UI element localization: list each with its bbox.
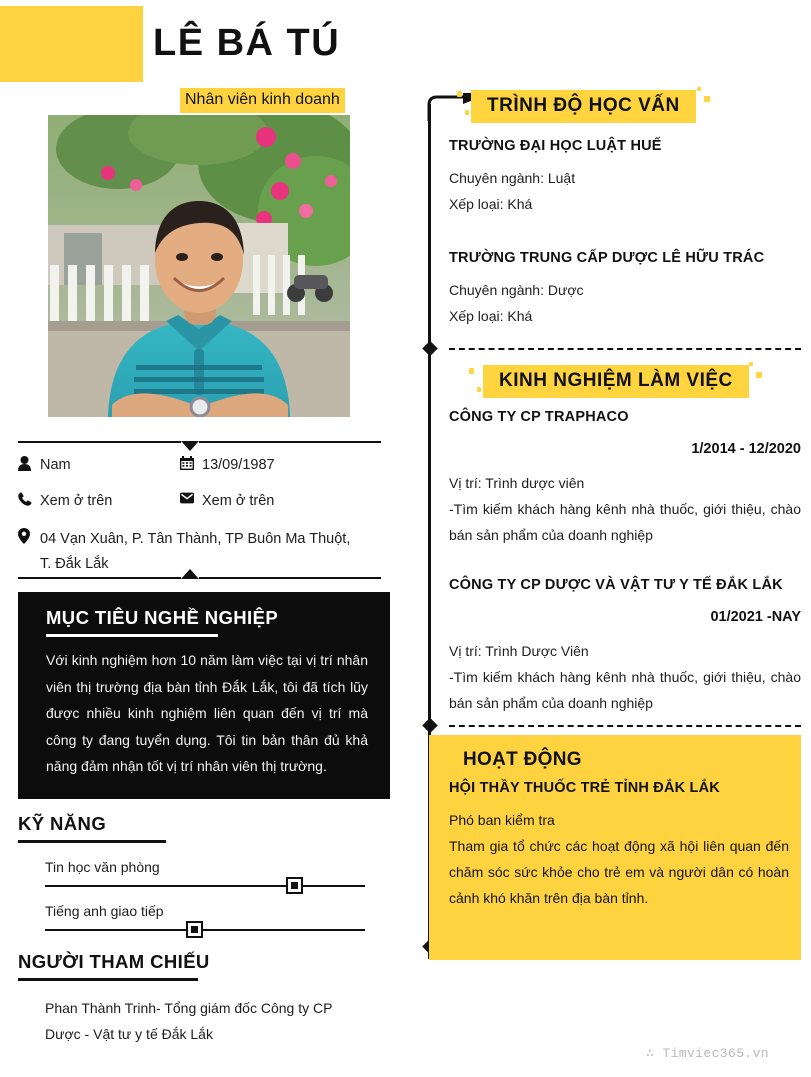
envelope-icon: [180, 491, 202, 504]
timeline-divider-dashed: [449, 725, 801, 727]
experience-title-badge: [483, 365, 749, 398]
career-objective-section: [18, 592, 390, 799]
timeline-node: [422, 718, 438, 734]
contact-email[interactable]: [180, 491, 274, 511]
highlight-speck: [465, 110, 469, 115]
contact-address-value: 04 Vạn Xuân, P. Tân Thành, TP Buôn Ma Thuột, T. Đắk Lắk: [40, 531, 351, 572]
contact-gender-value: Nam: [40, 457, 71, 473]
portrait-illustration: [48, 115, 350, 417]
divider-triangle-down-icon: [181, 441, 199, 451]
education-title: TRÌNH ĐỘ HỌC VẤN: [487, 95, 680, 116]
experience-position: Vị trí: Trình dược viên: [449, 475, 585, 491]
experience-title: KINH NGHIỆM LÀM VIỆC: [499, 370, 733, 391]
education-major: Chuyên ngành: Dược: [449, 282, 584, 298]
references-underline: [18, 978, 198, 981]
experience-section: [449, 365, 801, 716]
contact-row-1: [18, 455, 398, 475]
education-grade: Xếp loại: Khá: [449, 196, 533, 212]
contact-row-3: [18, 527, 398, 577]
highlight-speck: [477, 387, 481, 392]
education-section: [449, 90, 801, 329]
references-section: [18, 950, 398, 1047]
experience-position: Vị trí: Trình Dược Viên: [449, 643, 589, 659]
education-major: Chuyên ngành: Luật: [449, 170, 576, 186]
skill-slider[interactable]: [45, 929, 365, 931]
experience-company: CÔNG TY CP DƯỢC VÀ VẬT TƯ Y TẾ ĐẮK LẮK: [449, 577, 783, 593]
job-role-badge: Nhân viên kinh doanh: [180, 88, 345, 113]
right-column-timeline: [415, 0, 811, 1077]
skill-label: Tiếng anh giao tiếp: [45, 903, 164, 919]
highlight-speck: [756, 372, 762, 378]
timeline-node: [422, 341, 438, 357]
calendar-icon: [180, 455, 202, 470]
highlight-speck: [469, 368, 474, 374]
person-icon: [18, 455, 40, 471]
location-pin-icon: [18, 527, 40, 544]
timeline-divider-dashed: [449, 348, 801, 350]
experience-date: 1/2014 - 12/2020: [691, 441, 801, 457]
footer-watermark: ∴ Timviec365.vn: [645, 1046, 769, 1061]
education-school: TRƯỜNG ĐẠI HỌC LUẬT HUẾ: [449, 138, 662, 154]
experience-duty: -Tìm kiếm khách hàng kênh nhà thuốc, giới thiệu, chào bán sản phẩm của doanh nghiệp: [449, 501, 801, 543]
references-body: Phan Thành Trinh- Tổng giám đốc Công ty CP Dược - Vật tư y tế Đắk Lắk: [45, 1000, 333, 1042]
contact-info: [18, 455, 398, 593]
skills-section: [18, 812, 390, 931]
skill-label: Tin học văn phòng: [45, 859, 160, 875]
skill-slider[interactable]: [45, 885, 365, 887]
contact-dob: [180, 455, 275, 475]
highlight-speck: [749, 362, 753, 366]
contact-dob-value: 13/09/1987: [202, 457, 275, 473]
contact-divider-top-left: [18, 441, 181, 443]
highlight-speck: [697, 87, 701, 91]
career-objective-body: Với kinh nghiệm hơn 10 năm làm việc tại vị trí nhân viên thị trường địa bàn tỉnh Đắk Lắk, tôi đã tích lũy được nhiều kinh nghiệm liên quan đến vị trí mà công ty đang tuyển dụng. Tôi tin bản thân đủ khả năng đảm nhận tốt vị trí nhân viên thị trường.: [46, 652, 368, 774]
contact-row-2: [18, 491, 398, 511]
activities-section: [429, 735, 801, 960]
contact-phone[interactable]: [18, 491, 180, 511]
activities-position: Phó ban kiểm tra: [449, 812, 555, 828]
activities-detail: Tham gia tổ chức các hoạt động xã hội liên quan đến chăm sóc sức khỏe cho trẻ em và người dân có hoàn cảnh khó khăn trên địa bàn tỉnh.: [449, 838, 789, 906]
career-objective-title: MỤC TIÊU NGHỀ NGHIỆP: [46, 607, 279, 628]
divider-triangle-up-icon: [181, 569, 199, 579]
skill-item: [18, 857, 390, 887]
experience-duty: -Tìm kiếm khách hàng kênh nhà thuốc, giới thiệu, chào bán sản phẩm của doanh nghiệp: [449, 669, 801, 711]
contact-gender: [18, 455, 180, 475]
skill-slider-handle[interactable]: [188, 923, 201, 936]
activities-org: HỘI THẦY THUỐC TRẺ TỈNH ĐẮK LẮK: [449, 780, 720, 796]
avatar: [48, 115, 350, 417]
contact-divider-bottom-right: [199, 577, 381, 579]
activities-title: HOẠT ĐỘNG: [463, 749, 582, 770]
education-grade: Xếp loại: Khá: [449, 308, 533, 324]
skills-underline: [18, 840, 166, 843]
education-title-badge: [471, 90, 696, 123]
career-objective-underline: [46, 634, 218, 637]
skill-item: [18, 901, 390, 931]
contact-divider-top-right: [199, 441, 381, 443]
activities-content: [449, 747, 789, 911]
skills-title: KỸ NĂNG: [18, 813, 107, 834]
phone-icon: [18, 491, 40, 506]
highlight-speck: [457, 91, 462, 97]
experience-company: CÔNG TY CP TRAPHACO: [449, 409, 629, 425]
education-school: TRƯỜNG TRUNG CẤP DƯỢC LÊ HỮU TRÁC: [449, 250, 765, 266]
contact-email-value: Xem ở trên: [202, 493, 275, 509]
experience-date: 01/2021 -NAY: [710, 609, 801, 625]
contact-phone-value: Xem ở trên: [40, 493, 113, 509]
highlight-speck: [704, 96, 710, 102]
contact-divider-bottom-left: [18, 577, 181, 579]
references-title: NGƯỜI THAM CHIẾU: [18, 951, 210, 972]
page-title: LÊ BÁ TÚ: [153, 22, 341, 64]
skill-slider-handle[interactable]: [288, 879, 301, 892]
